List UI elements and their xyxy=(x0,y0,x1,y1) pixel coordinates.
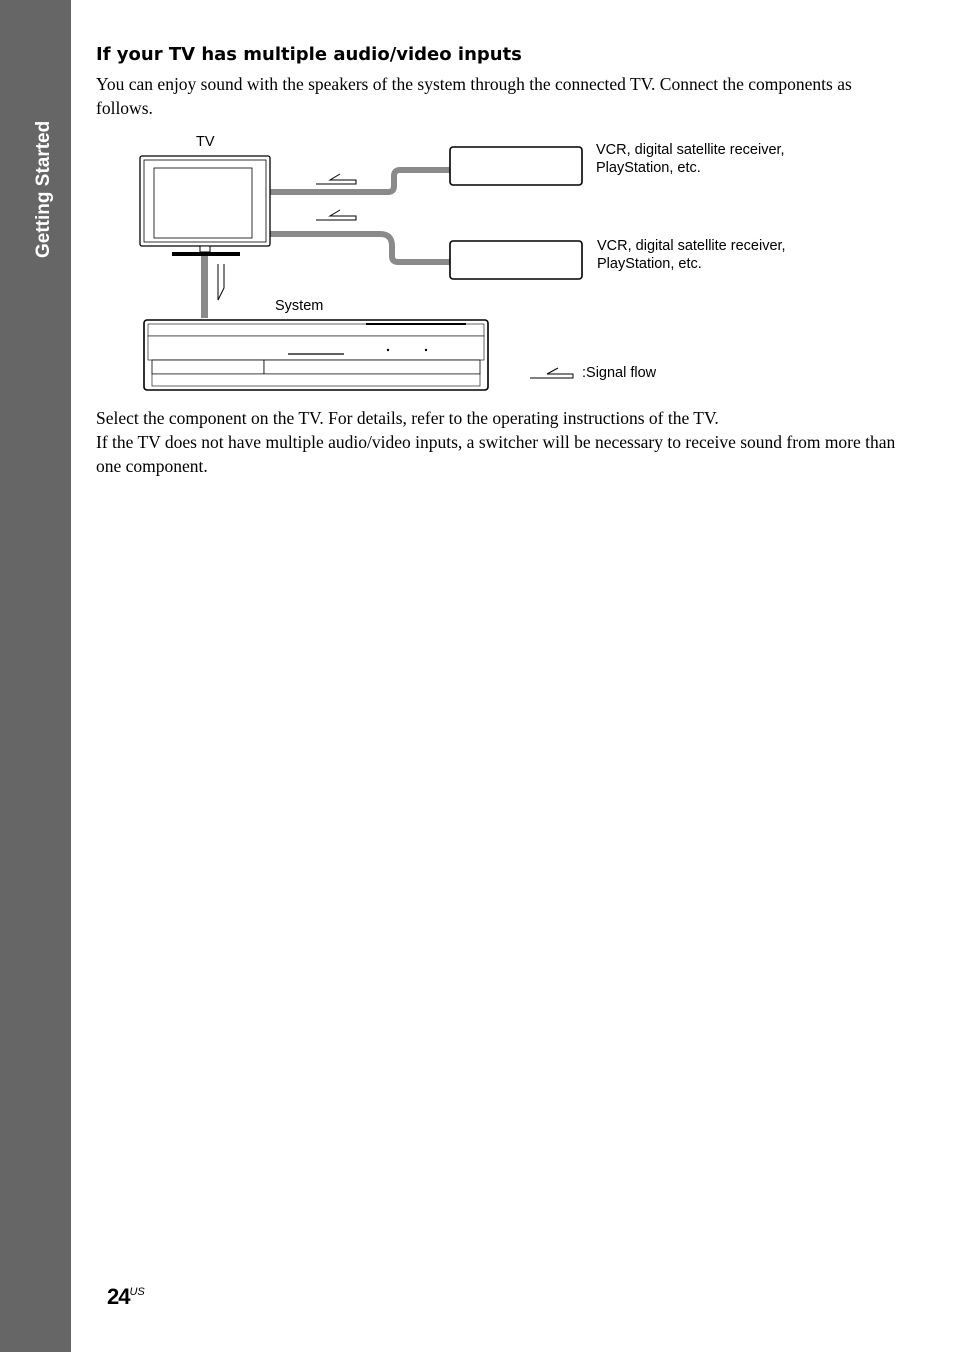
cable-2 xyxy=(270,234,450,262)
legend-arrow-icon xyxy=(530,368,573,378)
tv-icon xyxy=(140,156,270,256)
after-line-1: Select the component on the TV. For details, refer to the operating instructions of the TV. xyxy=(96,408,719,428)
page-number xyxy=(107,1284,145,1310)
system-label: System xyxy=(275,298,324,314)
component-2-label-2: PlayStation, etc. xyxy=(597,256,702,272)
component-box-1 xyxy=(450,147,582,185)
section-heading: If your TV has multiple audio/video inputs xyxy=(96,44,522,65)
system-unit-icon xyxy=(144,320,488,390)
after-text xyxy=(96,406,896,478)
connection-diagram xyxy=(130,128,830,398)
section-title: Getting Started xyxy=(33,120,54,258)
intro-paragraph: You can enjoy sound with the speakers of the system through the connected TV. Connect the components as follows. xyxy=(96,74,852,118)
signal-arrow-icon xyxy=(218,264,224,300)
tv-label: TV xyxy=(196,134,215,150)
page-number-suffix: US xyxy=(129,1286,145,1298)
component-1-label-2: PlayStation, etc. xyxy=(596,160,701,176)
sidebar xyxy=(0,0,71,1352)
after-line-2: If the TV does not have multiple audio/video inputs, a switcher will be necessary to receive sound from more than one component. xyxy=(96,432,896,476)
cable-1 xyxy=(270,170,450,192)
cable-3 xyxy=(201,256,208,318)
signal-arrow-icon xyxy=(316,210,356,220)
page-number-value: 24 xyxy=(107,1284,130,1309)
component-2-label: VCR, digital satellite receiver, xyxy=(597,238,786,254)
signal-arrow-icon xyxy=(316,174,356,184)
legend-label: :Signal flow xyxy=(582,365,657,381)
component-box-2 xyxy=(450,241,582,279)
component-1-label: VCR, digital satellite receiver, xyxy=(596,142,785,158)
